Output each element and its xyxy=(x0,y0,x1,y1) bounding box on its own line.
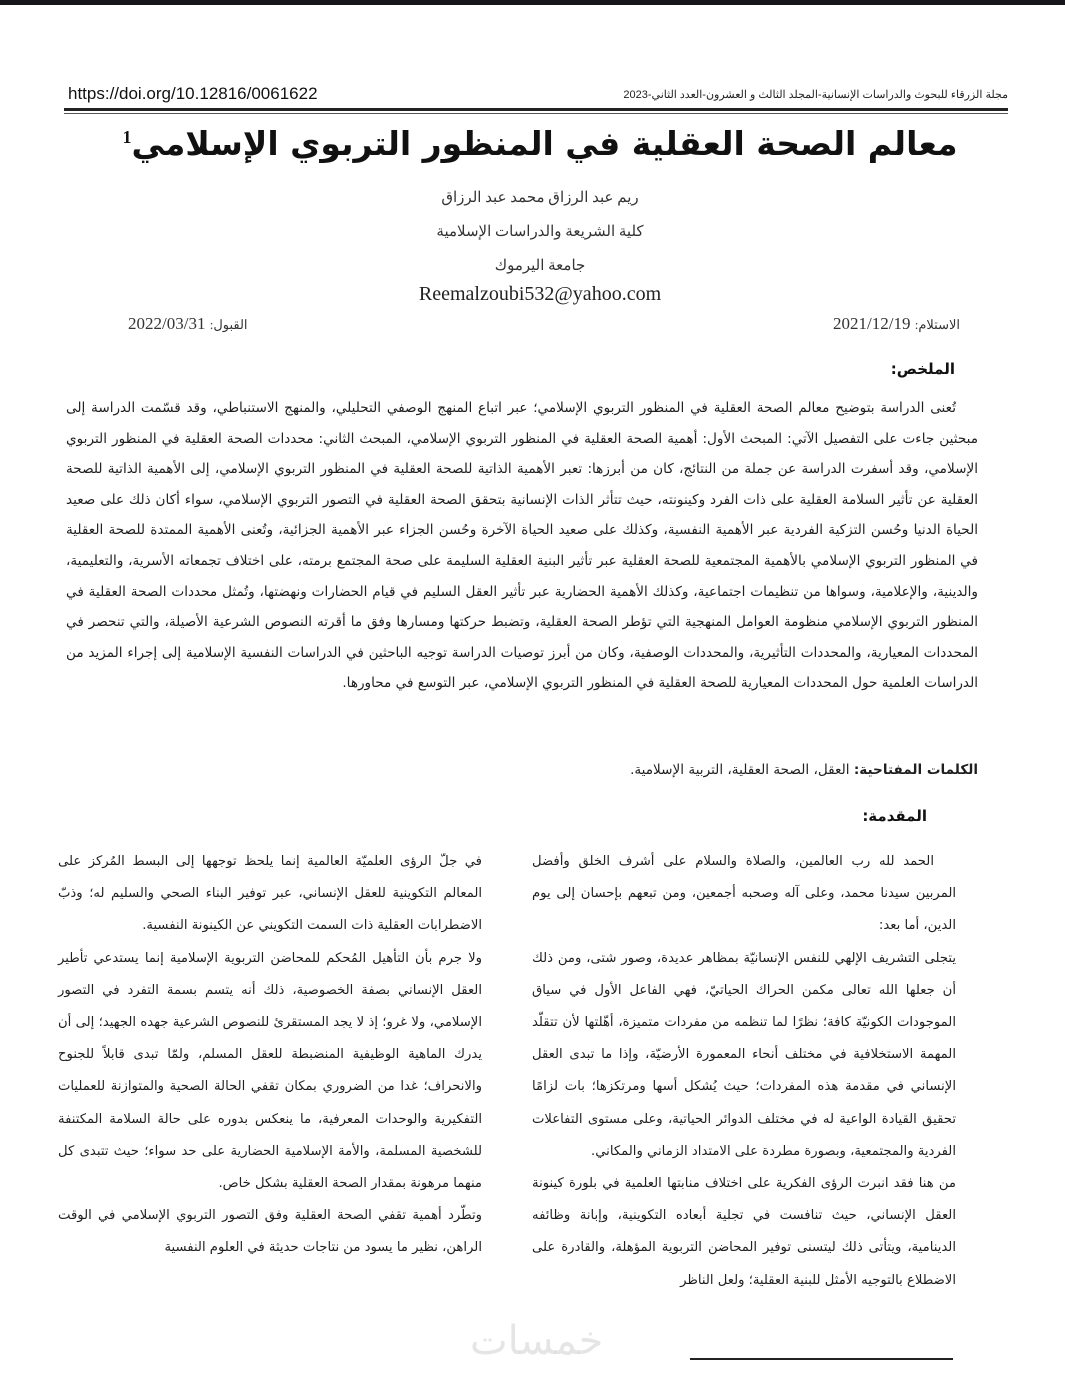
received-label: الاستلام: xyxy=(914,317,960,332)
intro-paragraph: الحمد لله رب العالمين، والصلاة والسلام على أشرف الخلق وأفضل المربين سيدنا محمد، وعلى آله وصحبه أجمعين، ومن تبعهم بإحسان إلى يوم الدين، أما بعد: xyxy=(532,854,956,934)
keywords-label: الكلمات المفتاحية: xyxy=(853,762,978,778)
intro-paragraph: من هنا فقد انبرت الرؤى الفكرية على اختلاف منابتها العلمية في بلورة كينونة العقل الإنساني، حيث تنافست في تجلية أبعاده التكوينية، وإبانة وظائفه الدينامية، ويتأتى ذلك ليتسنى توفير المحاضن التربوية المؤهلة، والقادرة على الاضطلاع بالتوجيه الأمثل للبنية العقلية؛ ولعل الناظر xyxy=(532,1176,956,1288)
intro-paragraph: في جلّ الرؤى العلميّة العالمية إنما يلحظ توجهها إلى البسط المُركز على المعالم التكوينية للعقل الإنساني، عبر توفير البناء الصحي والسليم له؛ وذبّ الاضطرابات العقلية ذات السمت التكويني عن الكينونة النفسية. xyxy=(58,854,482,934)
intro-paragraph: وتطّرد أهمية تقفي الصحة العقلية وفق التصور التربوي الإسلامي في الوقت الراهن، نظير ما يسود من نتاجات حديثة في العلوم النفسية xyxy=(58,1208,482,1256)
doi-link[interactable]: https://doi.org/10.12816/0061622 xyxy=(68,84,318,103)
intro-paragraph: يتجلى التشريف الإلهي للنفس الإنسانيّة بمظاهر عديدة، وصور شتى، ومن ذلك أن جعلها الله تعالى مكمن الحراك الحياتيّ، فهي الفاعل الأول في سياق الموجودات الكونيّة كافة؛ نظرًا لما تنظمه من مفردات متميزة، أهّلتها لأن تتقلّد المهمة الاستخلافية في مختلف أنحاء المعمورة الأرضيّة، وإذا ما تبدى العقل الإنساني في مقدمة هذه المفردات؛ حيث يُشكل أسها ومرتكزها؛ بات لزامًا تحقيق القيادة الواعية له في مختلف الدوائر الحياتية، وعلى مستوى التفاعلات الفردية والمجتمعية، وبصورة مطردة على الامتداد الزماني والمكاني. xyxy=(532,950,956,1159)
author-email[interactable]: Reemalzoubi532@yahoo.com xyxy=(418,283,662,305)
footnote-separator xyxy=(690,1358,953,1360)
author-name: ريم عبد الرزاق محمد عبد الرزاق xyxy=(441,190,639,206)
received-value: 2021/12/19 xyxy=(833,314,911,333)
author-faculty: كلية الشريعة والدراسات الإسلامية xyxy=(436,224,644,240)
received-date xyxy=(833,314,960,334)
submission-dates xyxy=(128,314,960,336)
journal-citation: مجلة الزرقاء للبحوث والدراسات الإنسانية-المجلد الثالث و العشرون-العدد الثاني-2023 xyxy=(623,89,1008,101)
accepted-label: القبول: xyxy=(209,317,248,332)
running-header xyxy=(68,84,1008,108)
keywords-text: العقل، الصحة العقلية، التربية الإسلامية. xyxy=(630,762,854,778)
intro-left-column xyxy=(58,846,482,1265)
top-border-bar xyxy=(0,0,1065,5)
intro-right-column xyxy=(532,846,956,1297)
paper-title-text: معالم الصحة العقلية في المنظور التربوي الإسلامي xyxy=(131,124,958,163)
intro-paragraph: ولا جرم بأن التأهيل المُحكم للمحاضن التربوية الإسلامية إنما يستدعي تأطير العقل الإنساني بصفة الخصوصية، ذلك أنه يتسم بسمة التفرد في التصور الإسلامي، ولا غرو؛ إذ لا يجد المستقرئ للنصوص الشرعية جهده الجهيد؛ إلى أن يدرك الماهية الوظيفية المنضبطة للعقل المسلم، ولمّا تبدى قابلاً للجنوح والانحراف؛ غدا من الضروري بمكان تقفي الحالة الصحية والمتوازنة للعمليات التفكيرية والوحدات المعرفية، ما ينعكس بدوره على حالة السلامة المكتنفة للشخصية المسلمة، والأمة الإسلامية الحضارية على حد سواء؛ حيث تتبدى كل منهما مرهونة بمقدار الصحة العقلية بشكل خاص. xyxy=(58,950,482,1192)
abstract-heading: الملخص: xyxy=(890,360,955,378)
title-footnote-mark[interactable]: 1 xyxy=(122,127,132,147)
keywords-line xyxy=(66,762,978,778)
accepted-value: 2022/03/31 xyxy=(128,314,206,333)
abstract-body: تُعنى الدراسة بتوضيح معالم الصحة العقلية في المنظور التربوي الإسلامي؛ عبر اتباع المنهج الوصفي التحليلي، والمنهج الاستنباطي، وقد قسّمت الدراسة إلى مبحثين جاءت على التفصيل الآتي: المبحث الأول: أهمية الصحة العقلية في المنظور التربوي الإسلامي، المبحث الثاني: محددات الصحة العقلية في المنظور التربوي الإسلامي، وقد أسفرت الدراسة عن جملة من النتائج، كان من أبرزها: تعبر الأهمية الذاتية للصحة العقلية في المنظور التربوي الإسلامي، إلى الأهمية الذاتية للصحة العقلية عن تأثير السلامة العقلية على ذات الفرد وكينونته، حيث تتأثر الذات الإنسانية بتحقق الصحة العقلية في التصور التربوي الإسلامي، سواء أكان ذلك على صعيد الحياة الدنيا وحُسن التزكية الفردية عبر الأهمية النفسية، وكذلك على صعيد الحياة الآخرة وحُسن الجزاء عبر الأهمية الجزائية، وتُعنى الأهمية الممتدة للصحة العقلية في المنظور التربوي الإسلامي بالأهمية المجتمعية للصحة العقلية عبر تأثير البنية العقلية السليمة على صحة المجتمع برمته، على اختلاف تجمعاته الأسرية، والتعليمية، والدينية، والإعلامية، وسواها من تنظيمات اجتماعية، وكذلك الأهمية الحضارية عبر تأثير العقل السليم في قيام الحضارات ونهضتها، وتُمثل محددات الصحة العقلية في المنظور التربوي الإسلامي منظومة العوامل المنهجية التي تؤطر الصحة العقلية، وتضبط حركتها ومسارها وفق ما أقرته النصوص الشرعية الأصيلة، والتي تنحصر في المحددات المعيارية، والمحددات التأثيرية، والمحددات الوصفية، وكان من أبرز توصيات الدراسة توجيه الباحثين في الدراسات النفسية الإسلامية إلى إجراء المزيد من الدراسات العلمية حول المحددات المعيارية للصحة العقلية في المنظور التربوي الإسلامي، عبر التوسع في محاورها. xyxy=(66,400,978,692)
watermark-logo: خمسات xyxy=(470,1318,604,1364)
header-rule-thick xyxy=(64,108,1008,111)
introduction-heading: المقدمة: xyxy=(862,807,927,825)
accepted-date xyxy=(128,314,248,334)
author-university: جامعة اليرموك xyxy=(494,258,586,274)
header-rule-thin xyxy=(64,113,1008,114)
paper-title xyxy=(100,124,980,163)
